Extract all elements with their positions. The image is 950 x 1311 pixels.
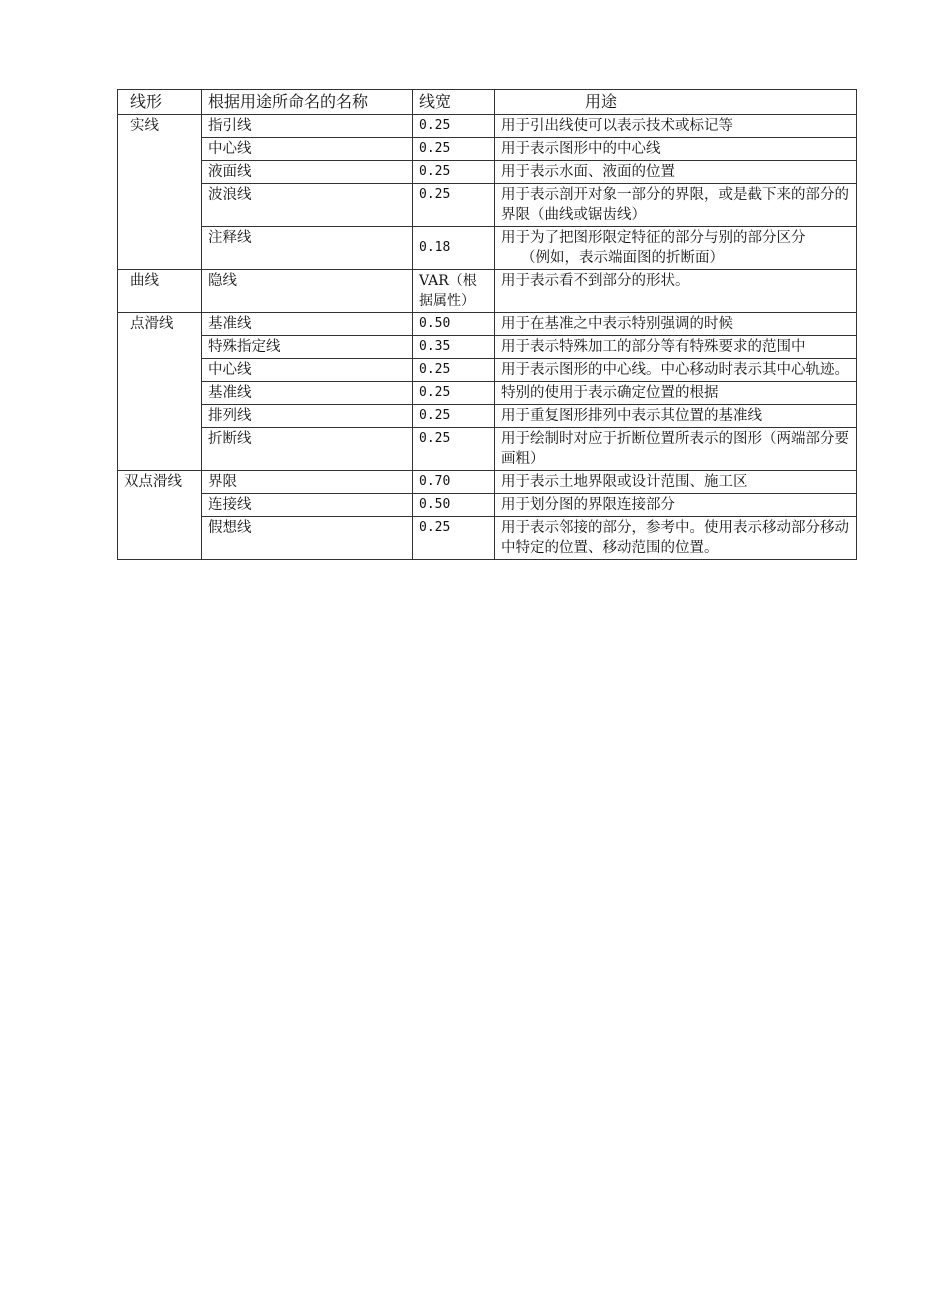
usage-line: 用于为了把图形限定特征的部分与别的部分区分 — [501, 230, 806, 246]
name-cell: 注释线 — [202, 227, 413, 270]
name-cell: 折断线 — [202, 428, 413, 471]
table-row — [118, 138, 857, 161]
width-cell: 0.25 — [413, 161, 495, 184]
width-cell: 0.25 — [413, 405, 495, 428]
name-cell: 中心线 — [202, 359, 413, 382]
name-cell: 指引线 — [202, 115, 413, 138]
table-row — [118, 336, 857, 359]
usage-cell: 用于表示邻接的部分，参考中。使用表示移动部分移动中特定的位置、移动范围的位置。 — [495, 517, 857, 560]
name-cell: 基准线 — [202, 382, 413, 405]
header-line-type: 线形 — [118, 90, 202, 115]
width-cell: 0.25 — [413, 138, 495, 161]
width-cell: 0.25 — [413, 382, 495, 405]
table-row — [118, 270, 857, 313]
usage-cell: 用于表示图形中的中心线 — [495, 138, 857, 161]
usage-cell: 用于表示土地界限或设计范围、施工区 — [495, 471, 857, 494]
name-cell: 特殊指定线 — [202, 336, 413, 359]
usage-cell: 用于表示剖开对象一部分的界限，或是截下来的部分的界限（曲线或锯齿线） — [495, 184, 857, 227]
usage-cell: 用于绘制时对应于折断位置所表示的图形（两端部分要画粗） — [495, 428, 857, 471]
table-row — [118, 382, 857, 405]
name-cell: 假想线 — [202, 517, 413, 560]
table-row — [118, 115, 857, 138]
width-cell: 0.25 — [413, 184, 495, 227]
usage-cell: 用于表示水面、液面的位置 — [495, 161, 857, 184]
usage-cell: 用于划分图的界限连接部分 — [495, 494, 857, 517]
header-usage: 用途 — [495, 90, 857, 115]
name-cell: 波浪线 — [202, 184, 413, 227]
name-cell: 基准线 — [202, 313, 413, 336]
width-cell: 0.25 — [413, 517, 495, 560]
header-row — [118, 90, 857, 115]
line-type-cell: 点滑线 — [118, 313, 202, 471]
usage-cell: 用于引出线使可以表示技术或标记等 — [495, 115, 857, 138]
table-row — [118, 313, 857, 336]
usage-cell: 用于表示图形的中心线。中心移动时表示其中心轨迹。 — [495, 359, 857, 382]
line-type-cell: 曲线 — [118, 270, 202, 313]
table-row — [118, 494, 857, 517]
usage-cell: 特别的使用于表示确定位置的根据 — [495, 382, 857, 405]
width-cell: 0.50 — [413, 494, 495, 517]
table-row — [118, 428, 857, 471]
usage-line: （例如，表示端面图的折断面） — [521, 250, 724, 266]
width-cell: 0.25 — [413, 115, 495, 138]
table-row — [118, 359, 857, 382]
line-type-cell: 双点滑线 — [118, 471, 202, 560]
name-cell: 界限 — [202, 471, 413, 494]
width-cell: 0.50 — [413, 313, 495, 336]
width-cell: 0.35 — [413, 336, 495, 359]
width-cell: 0.70 — [413, 471, 495, 494]
table-row — [118, 161, 857, 184]
width-cell: 0.25 — [413, 428, 495, 471]
name-cell: 排列线 — [202, 405, 413, 428]
width-cell: 0.25 — [413, 359, 495, 382]
header-name: 根据用途所命名的名称 — [202, 90, 413, 115]
name-cell: 连接线 — [202, 494, 413, 517]
name-cell: 隐线 — [202, 270, 413, 313]
width-cell: 0.18 — [413, 227, 495, 270]
usage-cell: 用于重复图形排列中表示其位置的基准线 — [495, 405, 857, 428]
name-cell: 液面线 — [202, 161, 413, 184]
table-row — [118, 471, 857, 494]
usage-cell: 用于表示看不到部分的形状。 — [495, 270, 857, 313]
table-row — [118, 227, 857, 270]
usage-cell — [495, 227, 857, 270]
usage-cell: 用于在基准之中表示特别强调的时候 — [495, 313, 857, 336]
table-row — [118, 405, 857, 428]
line-type-cell: 实线 — [118, 115, 202, 270]
usage-cell: 用于表示特殊加工的部分等有特殊要求的范围中 — [495, 336, 857, 359]
table-row — [118, 517, 857, 560]
table-row — [118, 184, 857, 227]
header-width: 线宽 — [413, 90, 495, 115]
name-cell: 中心线 — [202, 138, 413, 161]
line-type-table — [117, 89, 857, 560]
width-cell: VAR（根据属性） — [413, 270, 495, 313]
